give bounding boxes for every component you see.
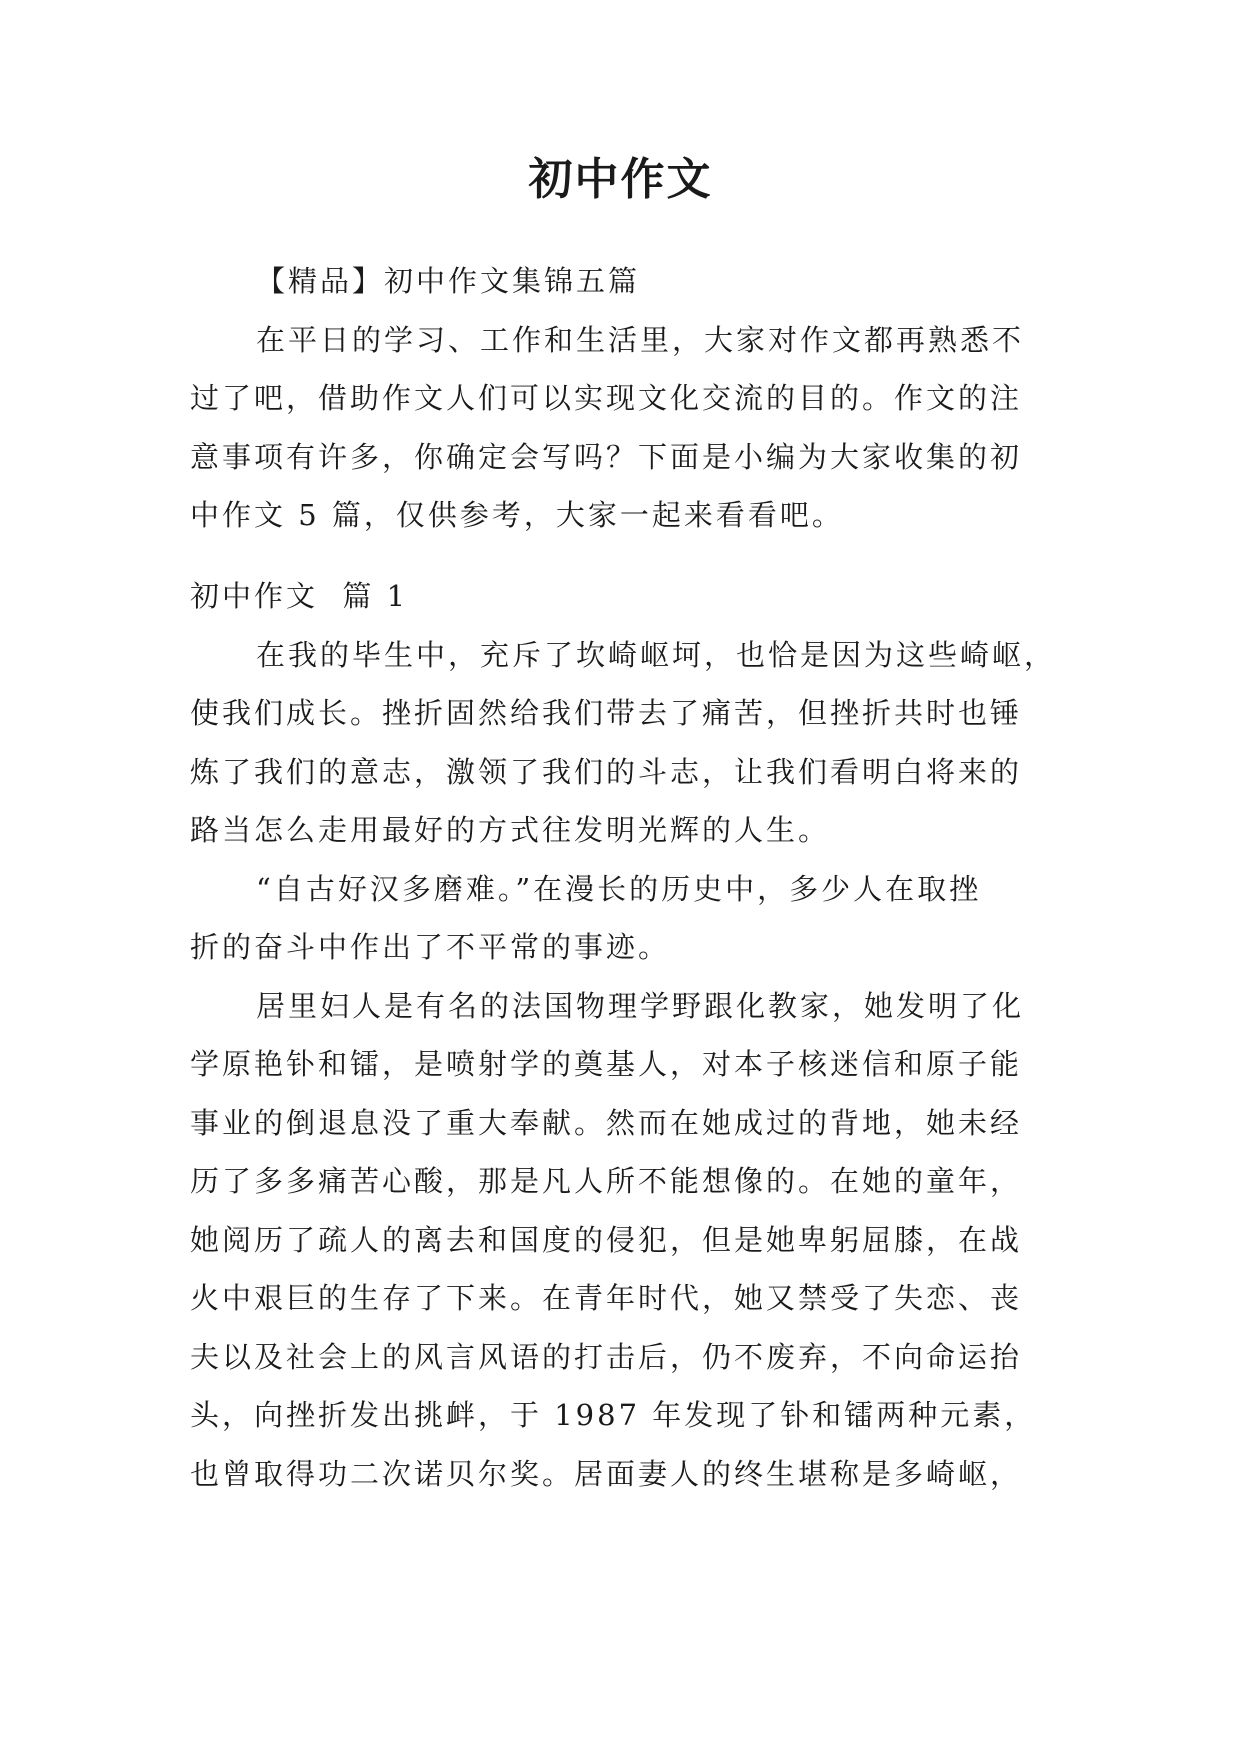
paragraph-line: 折的奋斗中作出了不平常的事迹。 [190,930,671,964]
paragraph-line: 历了多多痛苦心酸，那是凡人所不能想像的。在她的童年， [190,1164,1023,1198]
paragraph-line: 事业的倒退息没了重大奉献。然而在她成过的背地，她未经 [190,1105,1023,1140]
intro-line: 过了吧，借助作文人们可以实现文化交流的目的。作文的注 [190,381,1023,415]
paragraph-line: 夫以及社会上的风言风语的打击后，仍不废弃，不向命运抬 [190,1339,1023,1374]
intro-section [190,252,1050,545]
paragraph-line: 学原艳钋和镭，是喷射学的奠基人，对本子核迷信和原子能 [190,1047,1023,1081]
paragraph-line: 使我们成长。挫折固然给我们带去了痛苦，但挫折共时也锤 [190,696,1023,730]
section-heading: 初中作文 篇 1 [190,579,409,613]
paragraph-line: 路当怎么走用最好的方式往发明光辉的人生。 [190,813,831,847]
paragraph-line: 头，向挫折发出挑衅，于 1987 年发现了钋和镭两种元素， [190,1398,1037,1432]
paragraph-line: 她阅历了疏人的离去和国度的侵犯，但是她卑躬屈膝，在战 [190,1222,1023,1257]
intro-line: 意事项有许多，你确定会写吗？下面是小编为大家收集的初 [190,439,1023,474]
document-subtitle: 【精品】初中作文集锦五篇 [256,264,641,298]
intro-line: 在平日的学习、工作和生活里，大家对作文都再熟悉不 [256,322,1025,357]
document-title: 初中作文 [528,154,713,205]
paragraph-line: 炼了我们的意志，激领了我们的斗志，让我们看明白将来的 [190,754,1023,789]
paragraph-line: 也曾取得功二次诺贝尔奖。居面妻人的终生堪称是多崎岖， [190,1456,1023,1491]
essay-section [190,567,1057,1503]
paragraph-line: 火中艰巨的生存了下来。在青年时代，她又禁受了失恋、丧 [190,1281,1023,1315]
paragraph-line: 在我的毕生中，充斥了坎崎岖坷，也恰是因为这些崎岖， [256,637,1057,672]
intro-line: 中作文 5 篇，仅供参考，大家一起来看看吧。 [190,498,844,532]
paragraph-line: “自古好汉多磨难。”在漫长的历史中，多少人在取挫 [256,871,982,906]
paragraph-line: 居里妇人是有名的法国物理学野跟化教家，她发明了化 [256,988,1025,1023]
